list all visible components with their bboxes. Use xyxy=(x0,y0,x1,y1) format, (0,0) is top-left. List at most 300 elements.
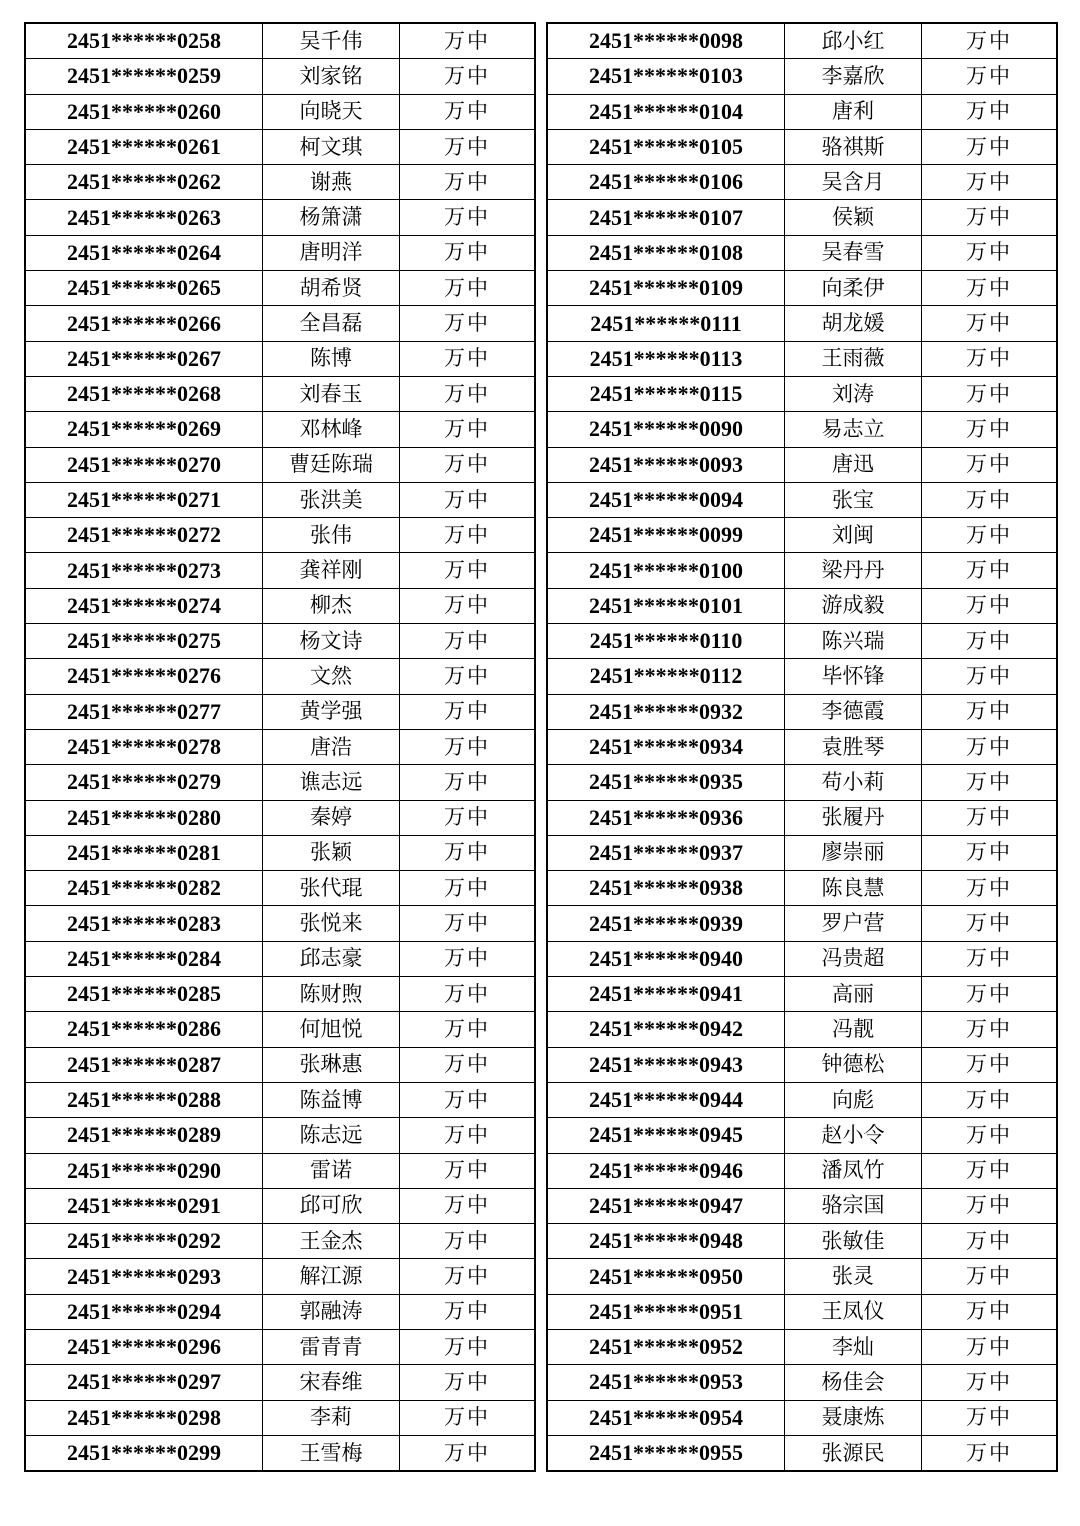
school-cell: 万中 xyxy=(400,482,536,517)
school-cell: 万中 xyxy=(922,977,1058,1012)
table-row xyxy=(25,129,535,164)
candidate-id-cell: 2451******0947 xyxy=(547,1188,785,1223)
table-row xyxy=(25,1012,535,1047)
table-row xyxy=(25,553,535,588)
school-cell: 万中 xyxy=(400,1259,536,1294)
table-row xyxy=(25,165,535,200)
student-name-cell: 曹廷陈瑞 xyxy=(263,447,400,482)
candidate-id-cell: 2451******0265 xyxy=(25,271,263,306)
candidate-id-cell: 2451******0284 xyxy=(25,941,263,976)
candidate-id-cell: 2451******0269 xyxy=(25,412,263,447)
student-name-cell: 刘春玉 xyxy=(263,376,400,411)
school-cell: 万中 xyxy=(922,23,1058,59)
candidate-id-cell: 2451******0278 xyxy=(25,729,263,764)
candidate-id-cell: 2451******0286 xyxy=(25,1012,263,1047)
school-cell: 万中 xyxy=(400,694,536,729)
student-name-cell: 杨文诗 xyxy=(263,624,400,659)
candidate-id-cell: 2451******0289 xyxy=(25,1118,263,1153)
candidate-id-cell: 2451******0108 xyxy=(547,235,785,270)
candidate-id-cell: 2451******0113 xyxy=(547,341,785,376)
candidate-id-cell: 2451******0935 xyxy=(547,765,785,800)
table-row xyxy=(547,977,1057,1012)
student-name-cell: 张灵 xyxy=(785,1259,922,1294)
school-cell: 万中 xyxy=(922,1188,1058,1223)
candidate-id-cell: 2451******0283 xyxy=(25,906,263,941)
student-name-cell: 胡希贤 xyxy=(263,271,400,306)
school-cell: 万中 xyxy=(400,376,536,411)
student-name-cell: 梁丹丹 xyxy=(785,553,922,588)
candidate-id-cell: 2451******0299 xyxy=(25,1435,263,1471)
table-row xyxy=(25,1294,535,1329)
student-name-cell: 雷诺 xyxy=(263,1153,400,1188)
student-name-cell: 毕怀锋 xyxy=(785,659,922,694)
candidate-id-cell: 2451******0943 xyxy=(547,1047,785,1082)
school-cell: 万中 xyxy=(922,165,1058,200)
school-cell: 万中 xyxy=(400,518,536,553)
candidate-id-cell: 2451******0275 xyxy=(25,624,263,659)
student-name-cell: 何旭悦 xyxy=(263,1012,400,1047)
candidate-id-cell: 2451******0951 xyxy=(547,1294,785,1329)
table-row xyxy=(25,1329,535,1364)
student-name-cell: 陈益博 xyxy=(263,1082,400,1117)
student-name-cell: 解江源 xyxy=(263,1259,400,1294)
candidate-id-cell: 2451******0938 xyxy=(547,871,785,906)
school-cell: 万中 xyxy=(922,235,1058,270)
table-row xyxy=(547,165,1057,200)
school-cell: 万中 xyxy=(922,341,1058,376)
school-cell: 万中 xyxy=(400,765,536,800)
school-cell: 万中 xyxy=(922,376,1058,411)
school-cell: 万中 xyxy=(922,694,1058,729)
candidate-id-cell: 2451******0115 xyxy=(547,376,785,411)
student-name-cell: 柯文琪 xyxy=(263,129,400,164)
school-cell: 万中 xyxy=(922,906,1058,941)
school-cell: 万中 xyxy=(922,59,1058,94)
candidate-id-cell: 2451******0263 xyxy=(25,200,263,235)
student-name-cell: 陈兴瑞 xyxy=(785,624,922,659)
table-row xyxy=(547,835,1057,870)
student-name-cell: 邱可欣 xyxy=(263,1188,400,1223)
candidate-id-cell: 2451******0100 xyxy=(547,553,785,588)
student-name-cell: 王雪梅 xyxy=(263,1435,400,1471)
table-row xyxy=(547,1153,1057,1188)
candidate-id-cell: 2451******0285 xyxy=(25,977,263,1012)
candidate-id-cell: 2451******0099 xyxy=(547,518,785,553)
school-cell: 万中 xyxy=(922,729,1058,764)
candidate-id-cell: 2451******0103 xyxy=(547,59,785,94)
table-row xyxy=(547,1012,1057,1047)
student-name-cell: 秦婷 xyxy=(263,800,400,835)
table-row xyxy=(25,694,535,729)
school-cell: 万中 xyxy=(400,1400,536,1435)
student-name-cell: 张履丹 xyxy=(785,800,922,835)
school-cell: 万中 xyxy=(400,341,536,376)
table-row xyxy=(547,729,1057,764)
student-name-cell: 刘闽 xyxy=(785,518,922,553)
candidate-id-cell: 2451******0261 xyxy=(25,129,263,164)
school-cell: 万中 xyxy=(400,553,536,588)
student-name-cell: 全昌磊 xyxy=(263,306,400,341)
table-row xyxy=(547,200,1057,235)
school-cell: 万中 xyxy=(922,941,1058,976)
candidate-id-cell: 2451******0262 xyxy=(25,165,263,200)
student-name-cell: 潘凤竹 xyxy=(785,1153,922,1188)
table-row xyxy=(547,1082,1057,1117)
roster-table-body xyxy=(547,23,1057,1471)
candidate-id-cell: 2451******0098 xyxy=(547,23,785,59)
table-row xyxy=(25,1365,535,1400)
school-cell: 万中 xyxy=(922,447,1058,482)
school-cell: 万中 xyxy=(922,1435,1058,1471)
school-cell: 万中 xyxy=(400,1047,536,1082)
student-name-cell: 向晓天 xyxy=(263,94,400,129)
student-name-cell: 廖崇丽 xyxy=(785,835,922,870)
candidate-id-cell: 2451******0944 xyxy=(547,1082,785,1117)
school-cell: 万中 xyxy=(400,1012,536,1047)
candidate-id-cell: 2451******0093 xyxy=(547,447,785,482)
school-cell: 万中 xyxy=(922,518,1058,553)
table-row xyxy=(547,624,1057,659)
table-row xyxy=(547,129,1057,164)
table-row xyxy=(547,941,1057,976)
table-row xyxy=(547,518,1057,553)
school-cell: 万中 xyxy=(922,871,1058,906)
candidate-id-cell: 2451******0109 xyxy=(547,271,785,306)
roster-table-right xyxy=(546,22,1058,1472)
table-row xyxy=(25,1188,535,1223)
table-row xyxy=(25,871,535,906)
candidate-id-cell: 2451******0946 xyxy=(547,1153,785,1188)
school-cell: 万中 xyxy=(922,200,1058,235)
table-row xyxy=(547,694,1057,729)
table-row xyxy=(25,235,535,270)
student-name-cell: 黄学强 xyxy=(263,694,400,729)
candidate-id-cell: 2451******0267 xyxy=(25,341,263,376)
student-name-cell: 谢燕 xyxy=(263,165,400,200)
table-row xyxy=(547,765,1057,800)
school-cell: 万中 xyxy=(400,588,536,623)
candidate-id-cell: 2451******0936 xyxy=(547,800,785,835)
table-row xyxy=(547,659,1057,694)
school-cell: 万中 xyxy=(922,94,1058,129)
table-row xyxy=(547,306,1057,341)
student-name-cell: 刘家铭 xyxy=(263,59,400,94)
table-row xyxy=(25,1224,535,1259)
candidate-id-cell: 2451******0948 xyxy=(547,1224,785,1259)
candidate-id-cell: 2451******0264 xyxy=(25,235,263,270)
candidate-id-cell: 2451******0271 xyxy=(25,482,263,517)
table-row xyxy=(547,59,1057,94)
table-row xyxy=(25,341,535,376)
school-cell: 万中 xyxy=(922,1153,1058,1188)
table-row xyxy=(547,588,1057,623)
candidate-id-cell: 2451******0291 xyxy=(25,1188,263,1223)
school-cell: 万中 xyxy=(400,624,536,659)
candidate-id-cell: 2451******0101 xyxy=(547,588,785,623)
candidate-id-cell: 2451******0090 xyxy=(547,412,785,447)
student-name-cell: 吴春雪 xyxy=(785,235,922,270)
school-cell: 万中 xyxy=(922,1329,1058,1364)
school-cell: 万中 xyxy=(922,588,1058,623)
candidate-id-cell: 2451******0111 xyxy=(547,306,785,341)
student-name-cell: 宋春维 xyxy=(263,1365,400,1400)
school-cell: 万中 xyxy=(922,1118,1058,1153)
candidate-id-cell: 2451******0945 xyxy=(547,1118,785,1153)
table-row xyxy=(25,729,535,764)
candidate-id-cell: 2451******0950 xyxy=(547,1259,785,1294)
candidate-id-cell: 2451******0297 xyxy=(25,1365,263,1400)
candidate-id-cell: 2451******0294 xyxy=(25,1294,263,1329)
student-name-cell: 钟德松 xyxy=(785,1047,922,1082)
student-name-cell: 苟小莉 xyxy=(785,765,922,800)
table-row xyxy=(25,1400,535,1435)
table-row xyxy=(547,871,1057,906)
table-row xyxy=(25,1259,535,1294)
table-row xyxy=(547,482,1057,517)
school-cell: 万中 xyxy=(400,1294,536,1329)
student-name-cell: 骆宗国 xyxy=(785,1188,922,1223)
student-name-cell: 张宝 xyxy=(785,482,922,517)
table-row xyxy=(25,482,535,517)
student-name-cell: 唐浩 xyxy=(263,729,400,764)
school-cell: 万中 xyxy=(400,200,536,235)
candidate-id-cell: 2451******0279 xyxy=(25,765,263,800)
student-name-cell: 唐明洋 xyxy=(263,235,400,270)
candidate-id-cell: 2451******0106 xyxy=(547,165,785,200)
candidate-id-cell: 2451******0268 xyxy=(25,376,263,411)
table-row xyxy=(25,765,535,800)
table-row xyxy=(25,376,535,411)
student-name-cell: 冯贵超 xyxy=(785,941,922,976)
candidate-id-cell: 2451******0952 xyxy=(547,1329,785,1364)
student-name-cell: 胡龙媛 xyxy=(785,306,922,341)
school-cell: 万中 xyxy=(922,765,1058,800)
table-row xyxy=(547,553,1057,588)
school-cell: 万中 xyxy=(922,412,1058,447)
candidate-id-cell: 2451******0273 xyxy=(25,553,263,588)
school-cell: 万中 xyxy=(922,129,1058,164)
student-name-cell: 李嘉欣 xyxy=(785,59,922,94)
candidate-id-cell: 2451******0282 xyxy=(25,871,263,906)
student-name-cell: 张伟 xyxy=(263,518,400,553)
table-row xyxy=(25,659,535,694)
student-name-cell: 柳杰 xyxy=(263,588,400,623)
table-row xyxy=(25,1047,535,1082)
candidate-id-cell: 2451******0270 xyxy=(25,447,263,482)
school-cell: 万中 xyxy=(922,1259,1058,1294)
candidate-id-cell: 2451******0276 xyxy=(25,659,263,694)
table-row xyxy=(547,906,1057,941)
school-cell: 万中 xyxy=(400,306,536,341)
school-cell: 万中 xyxy=(400,23,536,59)
student-name-cell: 文然 xyxy=(263,659,400,694)
table-row xyxy=(547,376,1057,411)
school-cell: 万中 xyxy=(400,1153,536,1188)
table-row xyxy=(25,906,535,941)
candidate-id-cell: 2451******0941 xyxy=(547,977,785,1012)
table-row xyxy=(547,235,1057,270)
student-name-cell: 郭融涛 xyxy=(263,1294,400,1329)
candidate-id-cell: 2451******0107 xyxy=(547,200,785,235)
school-cell: 万中 xyxy=(922,835,1058,870)
student-name-cell: 吴含月 xyxy=(785,165,922,200)
table-row xyxy=(25,1153,535,1188)
student-name-cell: 游成毅 xyxy=(785,588,922,623)
student-name-cell: 雷青青 xyxy=(263,1329,400,1364)
candidate-id-cell: 2451******0094 xyxy=(547,482,785,517)
school-cell: 万中 xyxy=(400,129,536,164)
student-name-cell: 罗户营 xyxy=(785,906,922,941)
school-cell: 万中 xyxy=(400,165,536,200)
school-cell: 万中 xyxy=(922,1294,1058,1329)
student-name-cell: 陈良慧 xyxy=(785,871,922,906)
school-cell: 万中 xyxy=(922,482,1058,517)
table-row xyxy=(25,1118,535,1153)
candidate-id-cell: 2451******0288 xyxy=(25,1082,263,1117)
table-row xyxy=(25,59,535,94)
school-cell: 万中 xyxy=(400,94,536,129)
school-cell: 万中 xyxy=(400,1082,536,1117)
candidate-id-cell: 2451******0281 xyxy=(25,835,263,870)
student-name-cell: 王雨薇 xyxy=(785,341,922,376)
school-cell: 万中 xyxy=(400,800,536,835)
candidate-id-cell: 2451******0292 xyxy=(25,1224,263,1259)
candidate-id-cell: 2451******0954 xyxy=(547,1400,785,1435)
school-cell: 万中 xyxy=(400,412,536,447)
candidate-id-cell: 2451******0266 xyxy=(25,306,263,341)
student-name-cell: 张敏佳 xyxy=(785,1224,922,1259)
candidate-id-cell: 2451******0296 xyxy=(25,1329,263,1364)
table-row xyxy=(547,23,1057,59)
candidate-id-cell: 2451******0942 xyxy=(547,1012,785,1047)
candidate-id-cell: 2451******0274 xyxy=(25,588,263,623)
school-cell: 万中 xyxy=(922,1400,1058,1435)
table-row xyxy=(547,1188,1057,1223)
table-row xyxy=(25,23,535,59)
student-name-cell: 骆祺斯 xyxy=(785,129,922,164)
table-row xyxy=(25,941,535,976)
table-row xyxy=(25,271,535,306)
candidate-id-cell: 2451******0940 xyxy=(547,941,785,976)
student-name-cell: 张琳惠 xyxy=(263,1047,400,1082)
school-cell: 万中 xyxy=(922,800,1058,835)
student-name-cell: 陈志远 xyxy=(263,1118,400,1153)
student-name-cell: 龚祥刚 xyxy=(263,553,400,588)
roster-table-body xyxy=(25,23,535,1471)
student-name-cell: 陈博 xyxy=(263,341,400,376)
school-cell: 万中 xyxy=(400,941,536,976)
school-cell: 万中 xyxy=(922,1082,1058,1117)
school-cell: 万中 xyxy=(922,306,1058,341)
table-row xyxy=(25,447,535,482)
candidate-id-cell: 2451******0939 xyxy=(547,906,785,941)
table-row xyxy=(547,1329,1057,1364)
student-name-cell: 陈财煦 xyxy=(263,977,400,1012)
student-name-cell: 刘涛 xyxy=(785,376,922,411)
school-cell: 万中 xyxy=(922,271,1058,306)
student-name-cell: 谯志远 xyxy=(263,765,400,800)
table-row xyxy=(25,412,535,447)
candidate-id-cell: 2451******0290 xyxy=(25,1153,263,1188)
candidate-id-cell: 2451******0953 xyxy=(547,1365,785,1400)
school-cell: 万中 xyxy=(400,447,536,482)
table-row xyxy=(547,94,1057,129)
table-row xyxy=(25,94,535,129)
candidate-id-cell: 2451******0110 xyxy=(547,624,785,659)
table-row xyxy=(547,1294,1057,1329)
candidate-id-cell: 2451******0293 xyxy=(25,1259,263,1294)
school-cell: 万中 xyxy=(922,1365,1058,1400)
student-name-cell: 向柔伊 xyxy=(785,271,922,306)
table-row xyxy=(547,1047,1057,1082)
student-name-cell: 冯靓 xyxy=(785,1012,922,1047)
table-row xyxy=(25,800,535,835)
school-cell: 万中 xyxy=(400,977,536,1012)
table-row xyxy=(25,1435,535,1471)
table-row xyxy=(547,800,1057,835)
table-row xyxy=(547,1118,1057,1153)
table-row xyxy=(547,1435,1057,1471)
school-cell: 万中 xyxy=(922,659,1058,694)
student-name-cell: 易志立 xyxy=(785,412,922,447)
table-row xyxy=(25,306,535,341)
table-row xyxy=(547,1400,1057,1435)
student-name-cell: 张颖 xyxy=(263,835,400,870)
candidate-id-cell: 2451******0104 xyxy=(547,94,785,129)
candidate-id-cell: 2451******0260 xyxy=(25,94,263,129)
candidate-id-cell: 2451******0932 xyxy=(547,694,785,729)
table-row xyxy=(25,977,535,1012)
table-row xyxy=(25,200,535,235)
student-name-cell: 袁胜琴 xyxy=(785,729,922,764)
student-name-cell: 赵小令 xyxy=(785,1118,922,1153)
candidate-id-cell: 2451******0272 xyxy=(25,518,263,553)
student-name-cell: 侯颖 xyxy=(785,200,922,235)
student-name-cell: 张洪美 xyxy=(263,482,400,517)
school-cell: 万中 xyxy=(400,871,536,906)
candidate-id-cell: 2451******0298 xyxy=(25,1400,263,1435)
table-row xyxy=(547,412,1057,447)
school-cell: 万中 xyxy=(400,729,536,764)
student-name-cell: 聂康炼 xyxy=(785,1400,922,1435)
table-row xyxy=(25,518,535,553)
table-row xyxy=(547,271,1057,306)
roster-table-left xyxy=(24,22,536,1472)
school-cell: 万中 xyxy=(400,906,536,941)
student-name-cell: 唐利 xyxy=(785,94,922,129)
student-name-cell: 李莉 xyxy=(263,1400,400,1435)
school-cell: 万中 xyxy=(400,235,536,270)
student-name-cell: 张悦来 xyxy=(263,906,400,941)
table-row xyxy=(25,1082,535,1117)
student-name-cell: 杨箫潇 xyxy=(263,200,400,235)
table-row xyxy=(547,447,1057,482)
school-cell: 万中 xyxy=(922,1047,1058,1082)
student-name-cell: 李德霞 xyxy=(785,694,922,729)
candidate-id-cell: 2451******0259 xyxy=(25,59,263,94)
table-row xyxy=(25,588,535,623)
school-cell: 万中 xyxy=(922,553,1058,588)
table-row xyxy=(547,341,1057,376)
school-cell: 万中 xyxy=(400,1224,536,1259)
student-name-cell: 李灿 xyxy=(785,1329,922,1364)
student-name-cell: 邱志豪 xyxy=(263,941,400,976)
student-name-cell: 杨佳会 xyxy=(785,1365,922,1400)
student-name-cell: 张代琨 xyxy=(263,871,400,906)
candidate-id-cell: 2451******0112 xyxy=(547,659,785,694)
candidate-id-cell: 2451******0937 xyxy=(547,835,785,870)
student-name-cell: 唐迅 xyxy=(785,447,922,482)
